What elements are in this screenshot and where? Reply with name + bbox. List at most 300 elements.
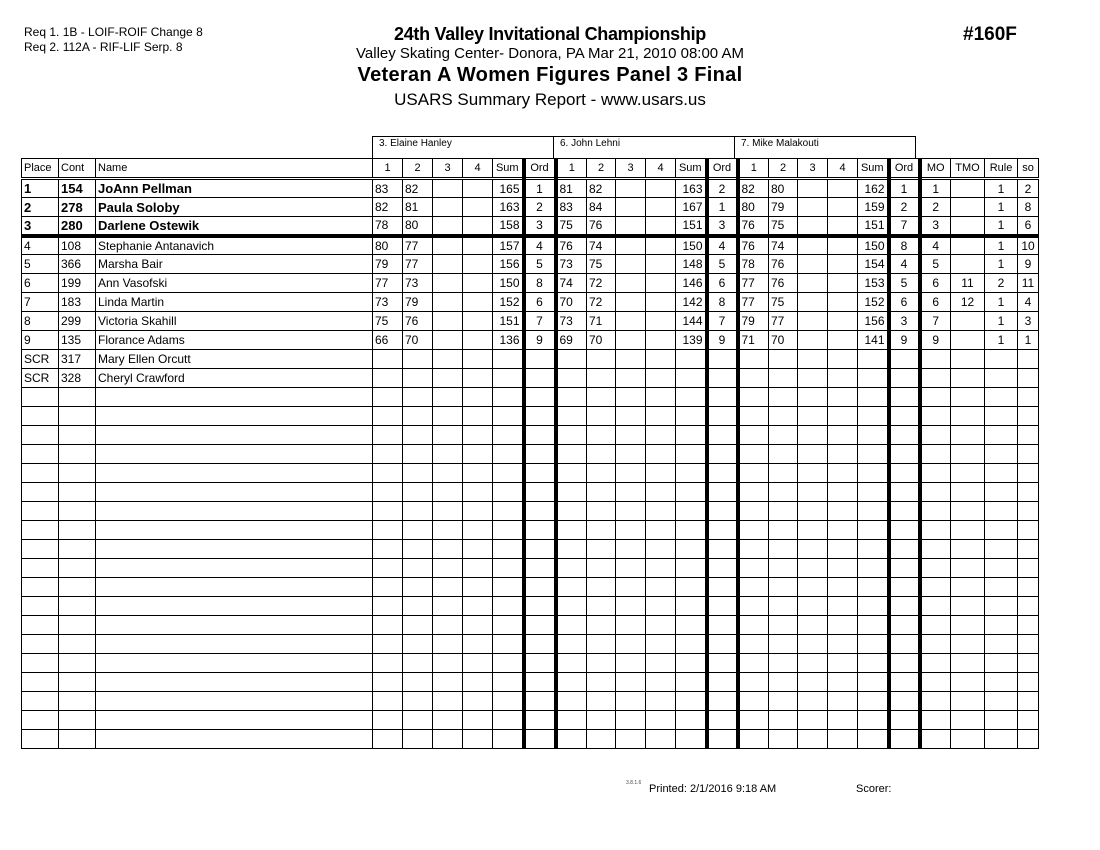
cell-so xyxy=(1018,540,1039,559)
cell-bo xyxy=(707,711,738,730)
cell-as xyxy=(493,388,524,407)
cell-bo xyxy=(707,521,738,540)
cell-mo xyxy=(920,711,951,730)
cell-name: Darlene Ostewik xyxy=(96,217,373,236)
cell-b4 xyxy=(646,597,676,616)
col-j2-ord: Ord xyxy=(707,159,738,179)
judge-header-1: 3. Elaine Hanley xyxy=(372,136,554,158)
cell-as xyxy=(493,540,524,559)
cell-bo: 8 xyxy=(707,293,738,312)
cell-name xyxy=(96,673,373,692)
cell-bs xyxy=(676,464,707,483)
cell-a2 xyxy=(403,654,433,673)
cell-bs xyxy=(676,350,707,369)
cell-b1 xyxy=(556,654,587,673)
cell-a1: 80 xyxy=(373,236,403,255)
cell-mo xyxy=(920,464,951,483)
cell-name: Paula Soloby xyxy=(96,198,373,217)
cell-tmo: 12 xyxy=(951,293,985,312)
cell-b1: 76 xyxy=(556,236,587,255)
cell-cs: 154 xyxy=(858,255,889,274)
cell-c4 xyxy=(828,331,858,350)
cell-cs: 152 xyxy=(858,293,889,312)
table-row xyxy=(22,217,1039,236)
cell-so xyxy=(1018,673,1039,692)
cell-bo xyxy=(707,673,738,692)
cell-mo: 5 xyxy=(920,255,951,274)
cell-cont xyxy=(59,635,96,654)
cell-tmo xyxy=(951,179,985,198)
cell-cont xyxy=(59,388,96,407)
cell-a4 xyxy=(463,426,493,445)
cell-a4 xyxy=(463,502,493,521)
table-row xyxy=(22,312,1039,331)
cell-as xyxy=(493,711,524,730)
cell-a1 xyxy=(373,350,403,369)
cell-b3 xyxy=(616,331,646,350)
cell-a3 xyxy=(433,483,463,502)
cell-rule xyxy=(985,445,1018,464)
cell-b1 xyxy=(556,540,587,559)
cell-c2 xyxy=(769,559,798,578)
cell-co xyxy=(889,407,920,426)
cell-a1 xyxy=(373,692,403,711)
cell-name xyxy=(96,521,373,540)
cell-a4 xyxy=(463,236,493,255)
col-j1-4: 4 xyxy=(463,159,493,179)
cell-bs xyxy=(676,730,707,749)
cell-ao xyxy=(524,407,556,426)
cell-co: 9 xyxy=(889,331,920,350)
cell-b1 xyxy=(556,369,587,388)
cell-b2: 72 xyxy=(587,274,616,293)
cell-b3 xyxy=(616,236,646,255)
cell-name xyxy=(96,578,373,597)
cell-c4 xyxy=(828,312,858,331)
cell-ao xyxy=(524,692,556,711)
cell-a4 xyxy=(463,578,493,597)
cell-a4 xyxy=(463,464,493,483)
cell-bo: 2 xyxy=(707,179,738,198)
cell-b3 xyxy=(616,616,646,635)
cell-b2 xyxy=(587,578,616,597)
cell-a2 xyxy=(403,407,433,426)
cell-cs xyxy=(858,483,889,502)
cell-b2: 71 xyxy=(587,312,616,331)
cell-co xyxy=(889,654,920,673)
cell-c3 xyxy=(798,407,828,426)
empty-row xyxy=(22,692,1039,711)
cell-b2 xyxy=(587,654,616,673)
cell-cs xyxy=(858,635,889,654)
cell-mo xyxy=(920,502,951,521)
cell-rule: 1 xyxy=(985,236,1018,255)
cell-place xyxy=(22,445,59,464)
cell-b2 xyxy=(587,616,616,635)
cell-bo xyxy=(707,616,738,635)
cell-c2: 76 xyxy=(769,274,798,293)
cell-c3 xyxy=(798,673,828,692)
cell-b3 xyxy=(616,521,646,540)
cell-a1: 73 xyxy=(373,293,403,312)
cell-a3 xyxy=(433,559,463,578)
cell-a1: 83 xyxy=(373,179,403,198)
cell-b3 xyxy=(616,312,646,331)
cell-c1 xyxy=(738,464,769,483)
cell-a1 xyxy=(373,635,403,654)
cell-a3 xyxy=(433,312,463,331)
cell-c1 xyxy=(738,369,769,388)
cell-name: Mary Ellen Orcutt xyxy=(96,350,373,369)
empty-row xyxy=(22,483,1039,502)
col-j3-4: 4 xyxy=(828,159,858,179)
cell-a3 xyxy=(433,407,463,426)
cell-b3 xyxy=(616,426,646,445)
cell-b3 xyxy=(616,179,646,198)
cell-mo xyxy=(920,616,951,635)
cell-c2 xyxy=(769,540,798,559)
cell-ao: 2 xyxy=(524,198,556,217)
cell-place xyxy=(22,692,59,711)
cell-rule xyxy=(985,388,1018,407)
cell-bo xyxy=(707,407,738,426)
empty-row xyxy=(22,388,1039,407)
cell-co: 8 xyxy=(889,236,920,255)
cell-as: 152 xyxy=(493,293,524,312)
cell-c3 xyxy=(798,692,828,711)
cell-bo xyxy=(707,540,738,559)
cell-rule xyxy=(985,521,1018,540)
cell-c2: 79 xyxy=(769,198,798,217)
col-j1-2: 2 xyxy=(403,159,433,179)
cell-b2 xyxy=(587,692,616,711)
cell-so: 8 xyxy=(1018,198,1039,217)
cell-a2 xyxy=(403,464,433,483)
cell-a1 xyxy=(373,464,403,483)
cell-cont: 280 xyxy=(59,217,96,236)
col-j3-3: 3 xyxy=(798,159,828,179)
cell-a2: 77 xyxy=(403,255,433,274)
cell-a2: 77 xyxy=(403,236,433,255)
cell-co: 7 xyxy=(889,217,920,236)
cell-name xyxy=(96,502,373,521)
empty-row xyxy=(22,711,1039,730)
col-j2-1: 1 xyxy=(556,159,587,179)
cell-c2: 80 xyxy=(769,179,798,198)
cell-a3 xyxy=(433,616,463,635)
cell-c4 xyxy=(828,198,858,217)
cell-c1: 76 xyxy=(738,217,769,236)
cell-c1 xyxy=(738,597,769,616)
cell-bo xyxy=(707,597,738,616)
cell-b3 xyxy=(616,502,646,521)
cell-rule: 1 xyxy=(985,198,1018,217)
cell-co xyxy=(889,521,920,540)
cell-a1 xyxy=(373,369,403,388)
cell-as xyxy=(493,521,524,540)
cell-a1 xyxy=(373,559,403,578)
cell-rule xyxy=(985,483,1018,502)
cell-place: 9 xyxy=(22,331,59,350)
table-row xyxy=(22,331,1039,350)
cell-a1 xyxy=(373,483,403,502)
cell-rule: 1 xyxy=(985,312,1018,331)
cell-c4 xyxy=(828,597,858,616)
cell-mo xyxy=(920,578,951,597)
cell-bo xyxy=(707,464,738,483)
cell-name xyxy=(96,616,373,635)
empty-row xyxy=(22,540,1039,559)
cell-a2 xyxy=(403,521,433,540)
cell-bo: 1 xyxy=(707,198,738,217)
cell-ao xyxy=(524,635,556,654)
cell-a3 xyxy=(433,388,463,407)
empty-row xyxy=(22,426,1039,445)
cell-cs xyxy=(858,521,889,540)
cell-b4 xyxy=(646,578,676,597)
cell-b2 xyxy=(587,426,616,445)
event-number: #160F xyxy=(963,24,1017,45)
cell-c3 xyxy=(798,312,828,331)
cell-b2: 76 xyxy=(587,217,616,236)
cell-c3 xyxy=(798,217,828,236)
cell-b1: 83 xyxy=(556,198,587,217)
cell-a4 xyxy=(463,255,493,274)
col-name: Name xyxy=(96,159,373,179)
cell-bs xyxy=(676,635,707,654)
cell-c3 xyxy=(798,350,828,369)
cell-c2 xyxy=(769,369,798,388)
cell-rule xyxy=(985,730,1018,749)
cell-c3 xyxy=(798,426,828,445)
cell-a3 xyxy=(433,692,463,711)
cell-ao: 4 xyxy=(524,236,556,255)
cell-c2 xyxy=(769,692,798,711)
cell-co xyxy=(889,426,920,445)
cell-as xyxy=(493,578,524,597)
venue-date: Valley Skating Center- Donora, PA Mar 21, 2010 08:00 AM xyxy=(356,45,744,62)
cell-ao xyxy=(524,597,556,616)
cell-rule xyxy=(985,616,1018,635)
cell-a4 xyxy=(463,635,493,654)
cell-c3 xyxy=(798,198,828,217)
cell-mo: 6 xyxy=(920,274,951,293)
cell-tmo xyxy=(951,654,985,673)
cell-bo xyxy=(707,483,738,502)
cell-rule xyxy=(985,578,1018,597)
cell-a1 xyxy=(373,730,403,749)
cell-place: 5 xyxy=(22,255,59,274)
cell-mo: 2 xyxy=(920,198,951,217)
cell-a2 xyxy=(403,730,433,749)
col-tmo: TMO xyxy=(951,159,985,179)
cell-c3 xyxy=(798,597,828,616)
cell-mo xyxy=(920,483,951,502)
cell-name: Victoria Skahill xyxy=(96,312,373,331)
cell-cs xyxy=(858,350,889,369)
cell-a2: 73 xyxy=(403,274,433,293)
cell-place: 6 xyxy=(22,274,59,293)
cell-co xyxy=(889,730,920,749)
cell-bo xyxy=(707,445,738,464)
cell-ao xyxy=(524,559,556,578)
cell-a1 xyxy=(373,654,403,673)
cell-b3 xyxy=(616,255,646,274)
cell-b3 xyxy=(616,198,646,217)
cell-a2 xyxy=(403,578,433,597)
cell-cont xyxy=(59,673,96,692)
cell-a3 xyxy=(433,597,463,616)
cell-co xyxy=(889,388,920,407)
cell-cs xyxy=(858,388,889,407)
cell-a4 xyxy=(463,198,493,217)
cell-mo xyxy=(920,730,951,749)
cell-tmo xyxy=(951,236,985,255)
cell-as: 150 xyxy=(493,274,524,293)
cell-b4 xyxy=(646,407,676,426)
cell-name xyxy=(96,692,373,711)
cell-c4 xyxy=(828,616,858,635)
cell-c3 xyxy=(798,464,828,483)
cell-as xyxy=(493,483,524,502)
cell-bs: 139 xyxy=(676,331,707,350)
cell-c3 xyxy=(798,654,828,673)
cell-a1 xyxy=(373,540,403,559)
cell-c1 xyxy=(738,730,769,749)
scorer-label: Scorer: xyxy=(856,783,892,795)
cell-co xyxy=(889,635,920,654)
cell-c4 xyxy=(828,350,858,369)
cell-ao xyxy=(524,483,556,502)
cell-b4 xyxy=(646,198,676,217)
cell-so xyxy=(1018,464,1039,483)
cell-b4 xyxy=(646,426,676,445)
cell-bs: 142 xyxy=(676,293,707,312)
cell-tmo xyxy=(951,445,985,464)
cell-name: Cheryl Crawford xyxy=(96,369,373,388)
cell-a3 xyxy=(433,236,463,255)
cell-as: 165 xyxy=(493,179,524,198)
cell-mo: 7 xyxy=(920,312,951,331)
cell-b2 xyxy=(587,464,616,483)
cell-b4 xyxy=(646,350,676,369)
cell-bs xyxy=(676,654,707,673)
cell-so xyxy=(1018,388,1039,407)
col-so: so xyxy=(1018,159,1039,179)
cell-b4 xyxy=(646,312,676,331)
cell-bs: 151 xyxy=(676,217,707,236)
cell-ao xyxy=(524,673,556,692)
cell-ao xyxy=(524,711,556,730)
cell-c1 xyxy=(738,654,769,673)
cell-c3 xyxy=(798,616,828,635)
col-j1-sum: Sum xyxy=(493,159,524,179)
col-place: Place xyxy=(22,159,59,179)
cell-cont xyxy=(59,540,96,559)
cell-cont xyxy=(59,445,96,464)
cell-c3 xyxy=(798,274,828,293)
cell-cont xyxy=(59,730,96,749)
cell-c4 xyxy=(828,654,858,673)
cell-co: 6 xyxy=(889,293,920,312)
cell-c3 xyxy=(798,483,828,502)
cell-tmo xyxy=(951,464,985,483)
cell-b4 xyxy=(646,616,676,635)
cell-b2 xyxy=(587,502,616,521)
cell-bs xyxy=(676,502,707,521)
cell-b3 xyxy=(616,407,646,426)
cell-c2 xyxy=(769,464,798,483)
cell-cs xyxy=(858,616,889,635)
cell-c2: 76 xyxy=(769,255,798,274)
cell-bo xyxy=(707,388,738,407)
cell-a1 xyxy=(373,616,403,635)
cell-bo xyxy=(707,502,738,521)
cell-so xyxy=(1018,369,1039,388)
cell-b3 xyxy=(616,388,646,407)
cell-b1: 81 xyxy=(556,179,587,198)
cell-bs xyxy=(676,597,707,616)
cell-c2 xyxy=(769,483,798,502)
cell-c4 xyxy=(828,274,858,293)
cell-bo: 9 xyxy=(707,331,738,350)
cell-so xyxy=(1018,635,1039,654)
cell-b2: 70 xyxy=(587,331,616,350)
cell-b4 xyxy=(646,293,676,312)
cell-place: 3 xyxy=(22,217,59,236)
col-mo: MO xyxy=(920,159,951,179)
cell-c4 xyxy=(828,217,858,236)
cell-b4 xyxy=(646,521,676,540)
cell-c2 xyxy=(769,426,798,445)
cell-ao xyxy=(524,616,556,635)
cell-so xyxy=(1018,597,1039,616)
cell-bs xyxy=(676,426,707,445)
empty-row xyxy=(22,521,1039,540)
cell-b4 xyxy=(646,559,676,578)
cell-c2 xyxy=(769,350,798,369)
cell-b4 xyxy=(646,236,676,255)
col-j2-2: 2 xyxy=(587,159,616,179)
cell-c2 xyxy=(769,597,798,616)
cell-cs xyxy=(858,597,889,616)
cell-a3 xyxy=(433,198,463,217)
cell-cont xyxy=(59,578,96,597)
cell-cs: 151 xyxy=(858,217,889,236)
cell-cs: 150 xyxy=(858,236,889,255)
cell-a2 xyxy=(403,597,433,616)
version-label: 3.8.1.6 xyxy=(626,780,642,786)
cell-b3 xyxy=(616,445,646,464)
cell-b4 xyxy=(646,445,676,464)
cell-a4 xyxy=(463,312,493,331)
cell-tmo xyxy=(951,730,985,749)
cell-b2 xyxy=(587,730,616,749)
cell-ao: 3 xyxy=(524,217,556,236)
cell-ao: 9 xyxy=(524,331,556,350)
cell-b4 xyxy=(646,217,676,236)
cell-a3 xyxy=(433,445,463,464)
printed-timestamp: Printed: 2/1/2016 9:18 AM xyxy=(649,783,777,795)
cell-co: 2 xyxy=(889,198,920,217)
cell-c3 xyxy=(798,502,828,521)
cell-b3 xyxy=(616,673,646,692)
cell-a1 xyxy=(373,673,403,692)
cell-bo xyxy=(707,559,738,578)
cell-b4 xyxy=(646,502,676,521)
cell-rule: 1 xyxy=(985,179,1018,198)
cell-place xyxy=(22,730,59,749)
